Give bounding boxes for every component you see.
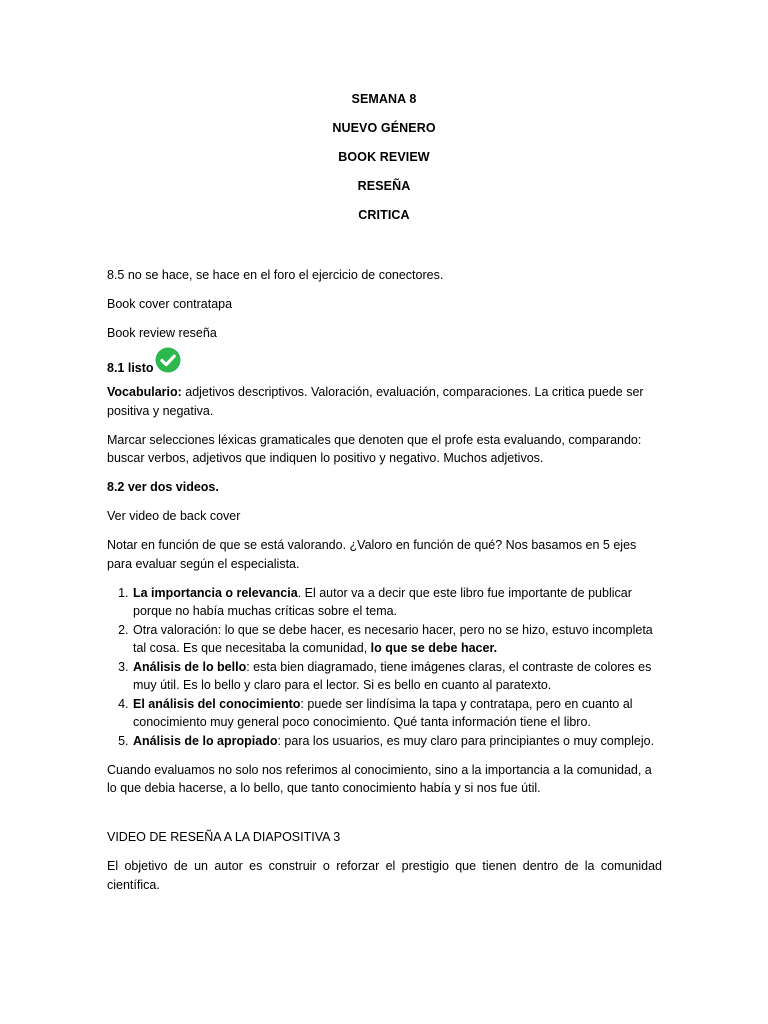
criteria-text: : puede ser lindísima la tapa y contratapa, pero en cuanto al conocimiento muy general poco conocimiento. Qué tanta información tiene el libro. <box>133 696 633 729</box>
vocabulary-text: adjetivos descriptivos. Valoración, evaluación, comparaciones. La critica puede ser positiva y negativa. <box>107 385 644 418</box>
notar-paragraph: Notar en función de que se está valorando. ¿Valoro en función de qué? Nos basamos en 5 ejes para evaluar según el especialista. <box>107 538 637 571</box>
criteria-text: : para los usuarios, es muy claro para principiantes o muy complejo. <box>277 733 655 748</box>
marcar-paragraph: Marcar selecciones léxicas gramaticales que denoten que el profe esta evaluando, comparando: buscar verbos, adjetivos que indiquen lo positivo y negativo. Muchos adjetivos. <box>107 432 642 465</box>
heading-genre: NUEVO GÉNERO <box>332 121 436 135</box>
video-resena-title: VIDEO DE RESEÑA A LA DIAPOSITIVA 3 <box>107 830 341 844</box>
section-8-2-title: 8.2 ver dos videos. <box>107 480 219 494</box>
vocabulary-paragraph <box>107 383 662 420</box>
criteria-item <box>132 732 662 751</box>
heading-block <box>0 92 768 237</box>
cuando-paragraph: Cuando evaluamos no solo nos referimos al conocimiento, sino a la importancia a la comunidad, a lo que debia hacerse, a lo bello, que tanto conocimiento había y si nos fue útil. <box>107 762 652 795</box>
criteria-bold: Análisis de lo bello <box>133 659 247 674</box>
spacer <box>107 808 662 828</box>
heading-book-review: BOOK REVIEW <box>338 150 430 164</box>
criteria-bold: La importancia o relevancia <box>133 585 298 600</box>
vocabulary-label: Vocabulario: <box>107 385 182 399</box>
check-circle-icon <box>155 347 181 373</box>
criteria-bold: El análisis del conocimiento <box>133 696 301 711</box>
intro-book-review: Book review reseña <box>107 326 217 340</box>
section-8-1-title <box>107 353 662 377</box>
heading-resena: RESEÑA <box>357 179 411 193</box>
heading-week: SEMANA 8 <box>351 92 417 106</box>
ver-video-paragraph: Ver video de back cover <box>107 509 241 523</box>
criteria-item <box>132 584 662 621</box>
criteria-item <box>132 658 662 695</box>
section-8-1-label: 8.1 listo <box>107 360 154 375</box>
criteria-item <box>132 695 662 732</box>
criteria-text: Otra valoración: lo que se debe hacer, es necesario hacer, pero no se hizo, estuvo incompleta tal cosa. Es que necesitaba la comunidad, <box>133 622 653 655</box>
criteria-text: : esta bien diagramado, tiene imágenes claras, el contraste de colores es muy útil. Es lo bello y claro para el lector. Si es bello en cuanto al paratexto. <box>133 659 652 692</box>
criteria-item <box>132 621 662 658</box>
criteria-bold-end: lo que se debe hacer. <box>370 641 498 655</box>
criteria-list <box>107 584 662 751</box>
heading-critica: CRITICA <box>358 208 410 222</box>
objetivo-paragraph: El objetivo de un autor es construir o reforzar el prestigio que tienen dentro de la comunidad científica. <box>107 859 662 892</box>
document-body <box>107 266 662 905</box>
criteria-text: . El autor va a decir que este libro fue importante de publicar porque no había muchas críticas sobre el tema. <box>133 585 632 618</box>
intro-note: 8.5 no se hace, se hace en el foro el ejercicio de conectores. <box>107 268 444 282</box>
criteria-bold: Análisis de lo apropiado <box>133 733 278 748</box>
intro-book-cover: Book cover contratapa <box>107 297 233 311</box>
